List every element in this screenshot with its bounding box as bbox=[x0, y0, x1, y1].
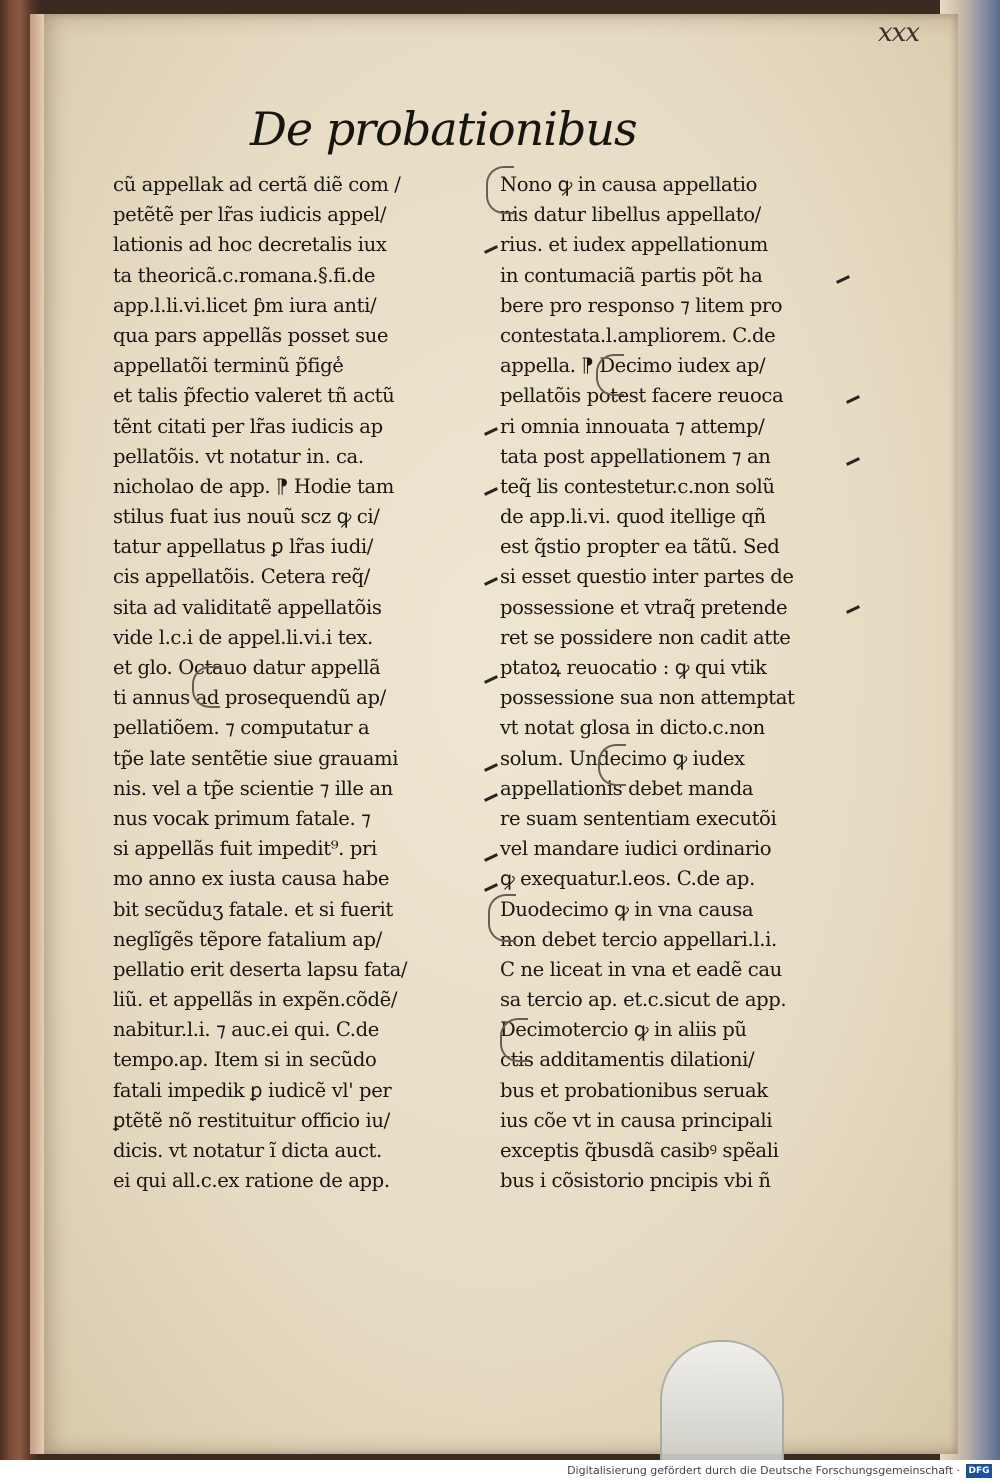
text-line: pellatõis. vt notatur in. ca. bbox=[113, 444, 364, 468]
text-line: bus et probationibus seruak bbox=[500, 1078, 768, 1102]
text-line: in contumaciã partis põt ha bbox=[500, 263, 763, 287]
text-line: ti annus ad prosequendũ ap/ bbox=[113, 686, 386, 710]
left-text-column bbox=[113, 170, 478, 1196]
text-line: nus vocak primum fatale. ⁊ bbox=[113, 806, 371, 830]
text-line: ꝙ exequatur.l.eos. C.de ap. bbox=[500, 867, 755, 891]
rubric-bracket bbox=[486, 166, 514, 214]
rubric-bracket bbox=[598, 744, 626, 786]
text-line: liũ. et appellãs in expẽn.cõdẽ/ bbox=[113, 988, 398, 1012]
text-line: ctis additamentis dilationi/ bbox=[500, 1048, 755, 1072]
text-line: bit secũduʒ fatale. et si fuerit bbox=[113, 897, 393, 921]
text-line: ret se possidere non cadit atte bbox=[500, 625, 791, 649]
text-line: nicholao de app. ⁋ Hodie tam bbox=[113, 474, 394, 498]
text-line: possessione et vtraq̃ pretende bbox=[500, 595, 788, 619]
text-line: contestata.l.ampliorem. C.de bbox=[500, 323, 776, 347]
book-holder-clip bbox=[660, 1340, 784, 1464]
text-line: tata post appellationem ⁊ an bbox=[500, 444, 771, 468]
text-line: app.l.li.vi.licet ƥm iura anti/ bbox=[113, 293, 377, 317]
rubric-bracket bbox=[192, 666, 220, 708]
running-header: De probationibus bbox=[250, 102, 637, 156]
text-line: si appellãs fuit impedit⁹. pri bbox=[113, 837, 377, 861]
text-line: ri omnia innouata ⁊ attemp/ bbox=[500, 414, 765, 438]
text-line: est q̃stio propter ea tãtũ. Sed bbox=[500, 535, 780, 559]
text-line: appellatõi terminũ p̃fige̾ bbox=[113, 354, 344, 378]
text-line: bere pro responso ⁊ litem pro bbox=[500, 293, 783, 317]
text-line: stilus fuat ius nouũ scz ꝙ ci/ bbox=[113, 505, 380, 529]
text-line: bus i cõsistorio pncipis vbi ñ bbox=[500, 1169, 771, 1193]
text-line: tempo.ap. Item si in secũdo bbox=[113, 1048, 377, 1072]
text-line: exceptis q̃busdã casibꝰ spẽali bbox=[500, 1139, 779, 1162]
text-line: possessione sua non attemptat bbox=[500, 686, 795, 710]
text-line: C ne liceat in vna et eadẽ cau bbox=[500, 957, 782, 981]
text-line: sa tercio ap. et.c.sicut de app. bbox=[500, 988, 787, 1012]
rubric-bracket bbox=[596, 354, 624, 396]
text-line: ta theoricã.c.romana.§.fi.de bbox=[113, 263, 376, 287]
text-line: rius. et iudex appellationum bbox=[500, 233, 768, 257]
text-line: pellatiõem. ⁊ computatur a bbox=[113, 716, 370, 740]
text-line: mo anno ex iusta causa habe bbox=[113, 867, 390, 891]
text-line: appellationis debet manda bbox=[500, 776, 754, 800]
text-line: et glo. Octauo datur appellã bbox=[113, 656, 381, 679]
text-line: vt notat glosa in dicto.c.non bbox=[500, 716, 765, 740]
text-line: vel mandare iudici ordinario bbox=[500, 837, 772, 861]
text-line: dicis. vt notatur ĩ dicta auct. bbox=[113, 1139, 382, 1162]
text-line: et talis p̃fectio valeret tñ actũ bbox=[113, 384, 395, 408]
text-line: si esset questio inter partes de bbox=[500, 565, 794, 589]
text-line: de app.li.vi. quod itellige qñ bbox=[500, 505, 766, 529]
text-line: Nono ꝙ in causa appellatio bbox=[500, 173, 757, 196]
text-line: vide l.c.i de appel.li.vi.i tex. bbox=[113, 625, 373, 649]
text-line: fatali impedik ꝑ iudicẽ vl' per bbox=[113, 1078, 392, 1102]
text-line: Decimotercio ꝙ in aliis pũ bbox=[500, 1018, 747, 1042]
text-line: sita ad validitatẽ appellatõis bbox=[113, 595, 382, 619]
text-line: nis datur libellus appellato/ bbox=[500, 203, 761, 227]
funding-credit: Digitalisierung gefördert durch die Deutsche Forschungsgemeinschaft · bbox=[567, 1464, 960, 1477]
text-line: cis appellatõis. Cetera req̃/ bbox=[113, 565, 370, 589]
text-line: tẽnt citati per lr̃as iudicis ap bbox=[113, 414, 383, 438]
text-line: pellatio erit deserta lapsu fata/ bbox=[113, 957, 408, 981]
footer-bar bbox=[0, 1460, 1000, 1483]
text-line: Duodecimo ꝙ in vna causa bbox=[500, 897, 754, 921]
text-line: qua pars appellãs posset sue bbox=[113, 323, 389, 347]
page-gutter bbox=[30, 14, 44, 1454]
text-line: neglĩgẽs tẽpore fatalium ap/ bbox=[113, 927, 382, 951]
right-text-column bbox=[500, 170, 850, 1196]
text-line: pellatõis potest facere reuoca bbox=[500, 384, 784, 408]
text-line: appella. ⁋ Decimo iudex ap/ bbox=[500, 354, 766, 378]
text-line: re suam sententiam executõi bbox=[500, 806, 777, 830]
folio-number: xxx bbox=[878, 18, 919, 48]
text-line: tp̃e late sentẽtie siue grauami bbox=[113, 746, 399, 770]
text-line: petẽtẽ per lr̃as iudicis appel/ bbox=[113, 203, 387, 227]
text-line: teq̃ lis contestetur.c.non solũ bbox=[500, 474, 775, 498]
text-line: ptatoꝝ reuocatio : ꝙ qui vtik bbox=[500, 656, 767, 679]
text-line: nabitur.l.i. ⁊ auc.ei qui. C.de bbox=[113, 1018, 379, 1042]
dfg-logo: DFG bbox=[966, 1464, 992, 1478]
text-line: lationis ad hoc decretalis iux bbox=[113, 233, 387, 257]
text-line: nis. vel a tp̃e scientie ⁊ ille an bbox=[113, 776, 393, 800]
text-line: ꝑtẽtẽ nõ restituitur officio iu/ bbox=[113, 1108, 390, 1132]
text-line: ius cõe vt in causa principali bbox=[500, 1108, 773, 1132]
rubric-bracket bbox=[488, 894, 516, 942]
rubric-bracket bbox=[500, 1018, 528, 1062]
text-line: ei qui all.c.ex ratione de app. bbox=[113, 1169, 390, 1193]
text-line: tatur appellatus ꝑ lr̃as iudi/ bbox=[113, 535, 373, 559]
text-line: non debet tercio appellari.l.i. bbox=[500, 927, 777, 951]
text-line: solum. Undecimo ꝙ iudex bbox=[500, 746, 745, 770]
text-line: cũ appellak ad certã diẽ com / bbox=[113, 173, 401, 196]
